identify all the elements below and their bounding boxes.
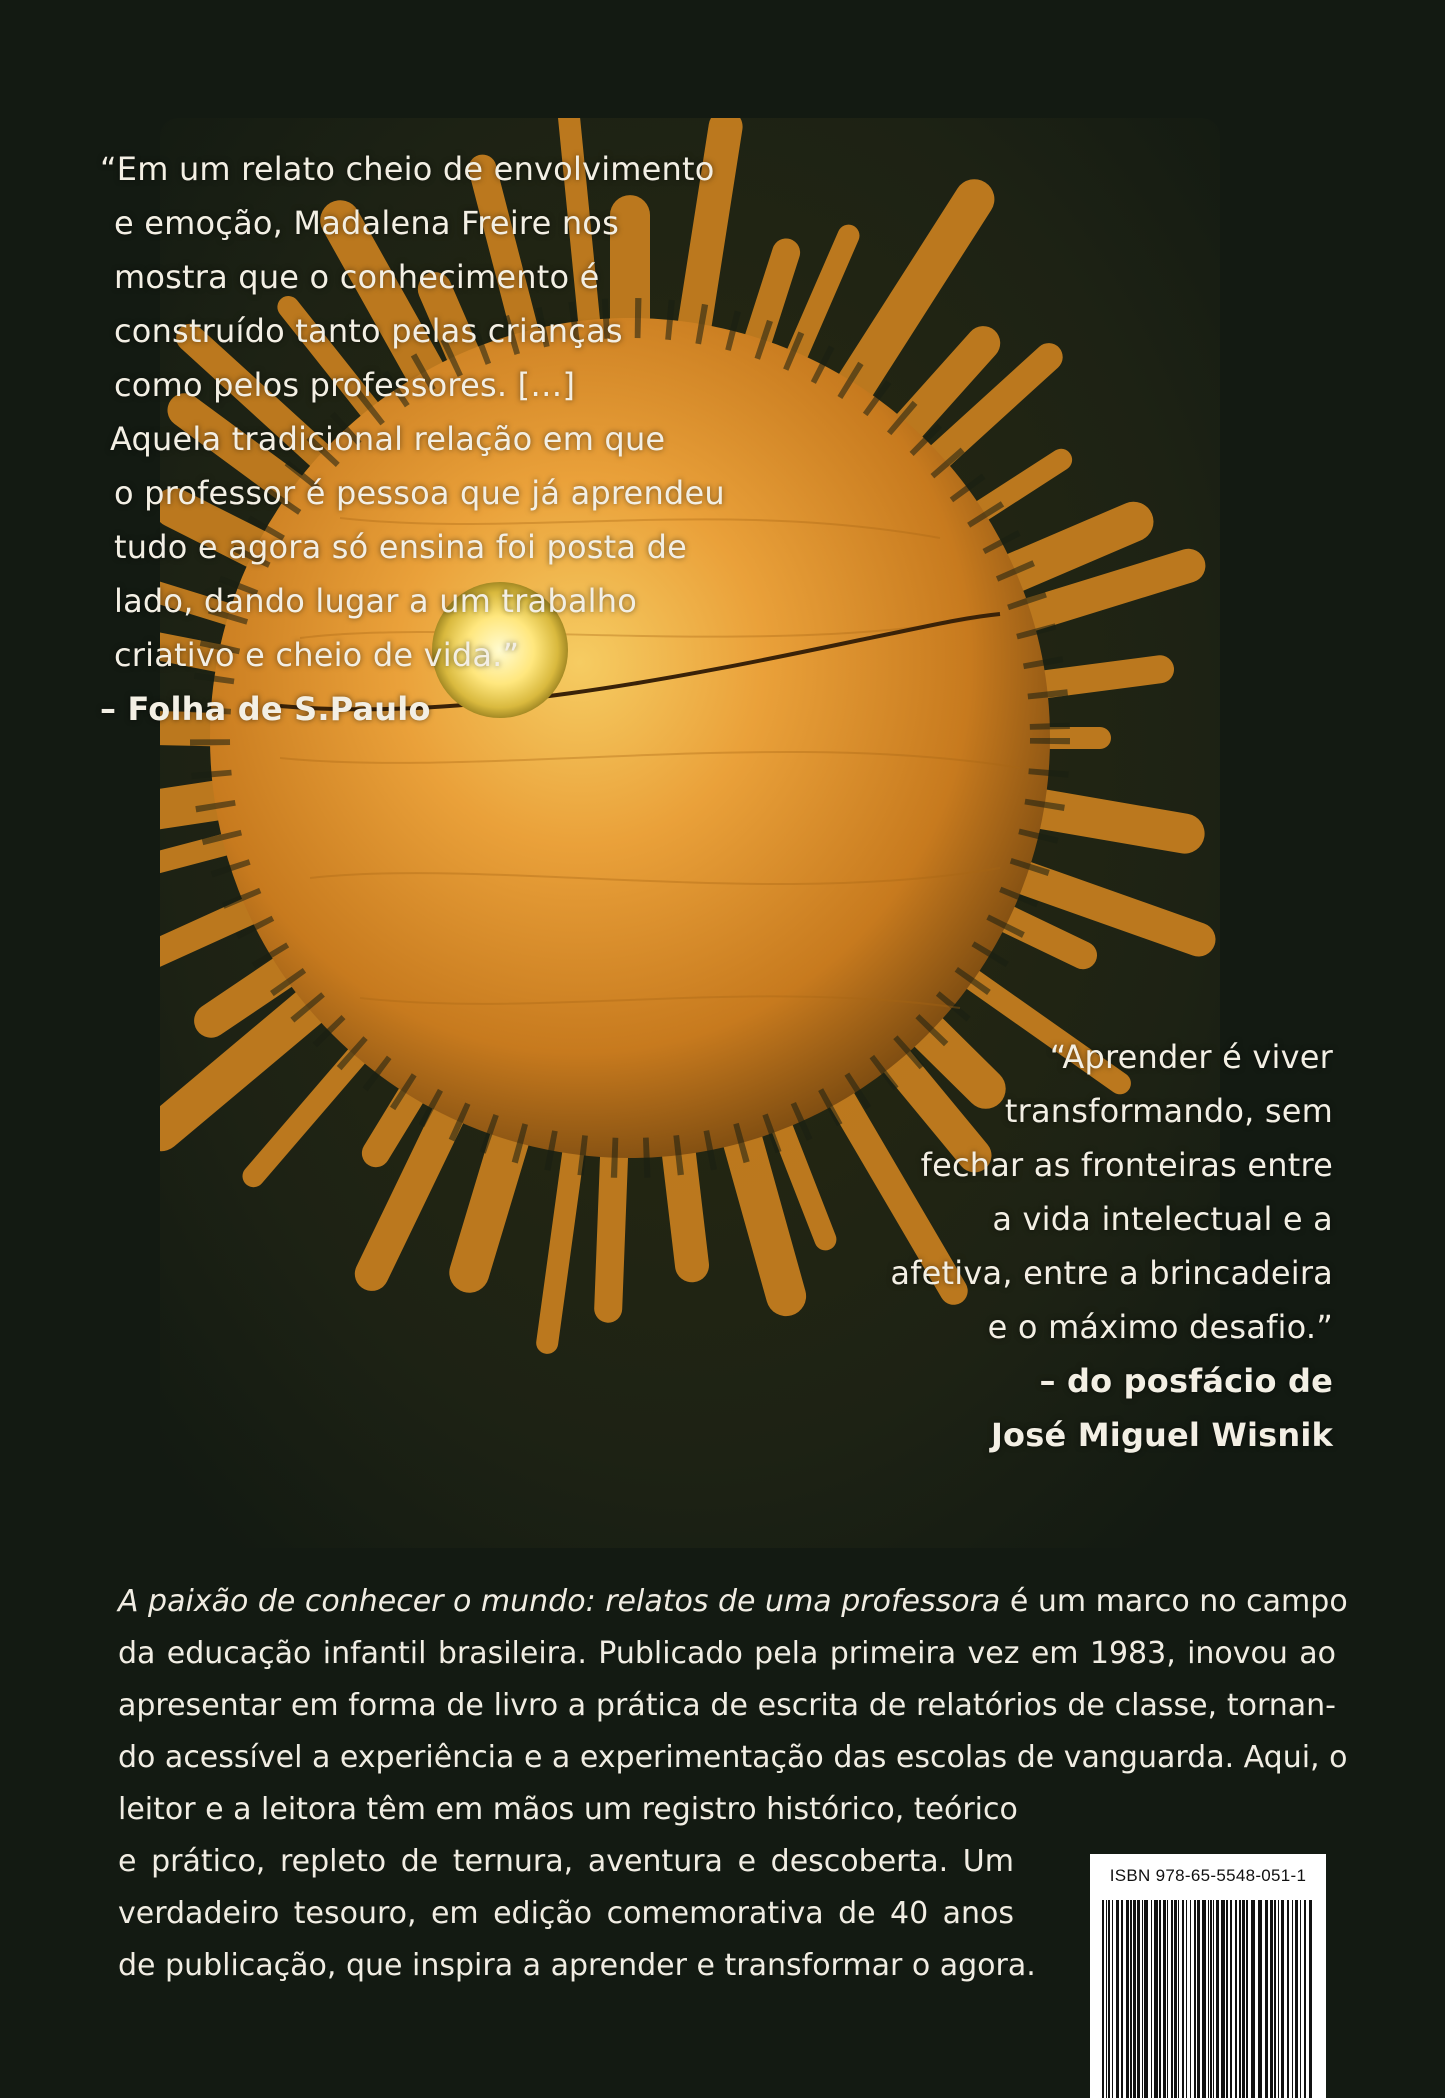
barcode-bar [1163, 1900, 1166, 2098]
barcode-bar [1202, 1900, 1206, 2098]
quote-attribution: José Miguel Wisnik [990, 1416, 1333, 1454]
description-line: apresentar em forma de livro a prática de escrita de relatórios de classe, tornan- [118, 1688, 1336, 1723]
barcode-bar [1174, 1900, 1177, 2098]
barcode-bar [1182, 1900, 1184, 2098]
barcode-bar [1258, 1900, 1262, 2098]
barcode-bar [1171, 1900, 1173, 2098]
barcode-bar [1116, 1900, 1119, 2098]
barcode-bar [1167, 1900, 1168, 2098]
quote-line: a vida intelectual e a [992, 1200, 1333, 1238]
barcode-bar [1278, 1900, 1279, 2098]
barcode-bar [1226, 1900, 1228, 2098]
quote-line: “Em um relato cheio de envolvimento [100, 150, 715, 188]
quote-line: construído tanto pelas crianças [114, 312, 623, 350]
barcode-bar [1221, 1900, 1225, 2098]
barcode-bar [1108, 1900, 1110, 2098]
sun-ray [1027, 669, 1160, 686]
quote-attribution: – Folha de S.Paulo [100, 690, 431, 728]
barcode-bar [1151, 1900, 1152, 2098]
description-line: de publicação, que inspira a aprender e transformar o agora. [118, 1948, 1036, 1983]
barcode-bar [1106, 1900, 1107, 2098]
barcode-bar [1216, 1900, 1219, 2098]
barcode-bars [1102, 1900, 1314, 2098]
quote-line: como pelos professores. […] [114, 366, 576, 404]
barcode-bar [1197, 1900, 1200, 2098]
barcode-bar [1210, 1900, 1212, 2098]
barcode-bar [1144, 1900, 1148, 2098]
quote-line: o professor é pessoa que já aprendeu [114, 474, 725, 512]
quote-line: criativo e cheio de vida.” [114, 636, 520, 674]
barcode-bar [1112, 1900, 1113, 2098]
isbn-number: ISBN 978-65-5548-051-1 [1109, 1866, 1307, 1885]
barcode-bar [1121, 1900, 1123, 2098]
barcode-bar [1239, 1900, 1241, 2098]
barcode-bar [1292, 1900, 1293, 2098]
barcode-bar [1154, 1900, 1158, 2098]
barcode-bar [1265, 1900, 1268, 2098]
barcode-bar [1178, 1900, 1179, 2098]
description-line: leitor e a leitora têm em mãos um registro histórico, teórico [118, 1792, 1018, 1827]
quote-line: fechar as fronteiras entre [920, 1146, 1333, 1184]
barcode-bar [1304, 1900, 1306, 2098]
quote-line: “Aprender é viver [1049, 1038, 1333, 1076]
barcode-bar [1142, 1900, 1143, 2098]
quote-line: e o máximo desafio.” [987, 1308, 1333, 1346]
press-quote-folha [100, 142, 725, 736]
barcode-bar [1281, 1900, 1284, 2098]
quote-line: afetiva, entre a brincadeira [890, 1254, 1333, 1292]
description-line [118, 1576, 1348, 1628]
barcode-bar [1130, 1900, 1132, 2098]
barcode-bar [1230, 1900, 1232, 2098]
isbn-barcode [1090, 1854, 1326, 2098]
description-line: verdadeiro tesouro, em edição comemorativa de 40 anos [118, 1896, 1014, 1931]
quote-line: lado, dando lugar a um trabalho [114, 582, 638, 620]
barcode-bar [1246, 1900, 1248, 2098]
barcode-bar [1190, 1900, 1191, 2098]
barcode-bar [1208, 1900, 1209, 2098]
quote-line: tudo e agora só ensina foi posta de [114, 528, 687, 566]
barcode-bar [1270, 1900, 1273, 2098]
barcode-bar [1287, 1900, 1289, 2098]
description-text: é um marco no campo [1000, 1584, 1348, 1619]
book-title: A paixão de conhecer o mundo: relatos de uma professora [118, 1584, 1001, 1619]
barcode-bar [1186, 1900, 1187, 2098]
quote-line: mostra que o conhecimento é [114, 258, 600, 296]
quote-line: e emoção, Madalena Freire nos [114, 204, 619, 242]
barcode-bar [1159, 1900, 1161, 2098]
description-line: do acessível a experiência e a experimentação das escolas de vanguarda. Aqui, o [118, 1740, 1348, 1775]
barcode-bar [1295, 1900, 1298, 2098]
afterword-quote-wisnik [890, 1030, 1333, 1462]
barcode-bar [1242, 1900, 1245, 2098]
barcode-bar [1133, 1900, 1136, 2098]
quote-line: Aquela tradicional relação em que [110, 420, 666, 458]
barcode-bar [1102, 1900, 1104, 2098]
barcode-bar [1251, 1900, 1255, 2098]
barcode-bar [1235, 1900, 1237, 2098]
quote-line: transformando, sem [1004, 1092, 1333, 1130]
sun-ray [608, 1158, 614, 1309]
barcode-bar [1126, 1900, 1129, 2098]
description-line: da educação infantil brasileira. Publicado pela primeira vez em 1983, inovou ao [118, 1636, 1336, 1671]
quote-attribution: – do posfácio de [1039, 1362, 1333, 1400]
barcode-bar [1137, 1900, 1140, 2098]
barcode-bar [1274, 1900, 1276, 2098]
barcode-bar [1213, 1900, 1214, 2098]
description-line: e prático, repleto de ternura, aventura e descoberta. Um [118, 1844, 1014, 1879]
barcode-bar [1194, 1900, 1196, 2098]
barcode-bar [1300, 1900, 1301, 2098]
sun-ray [1025, 806, 1185, 834]
barcode-bar [1309, 1900, 1312, 2098]
